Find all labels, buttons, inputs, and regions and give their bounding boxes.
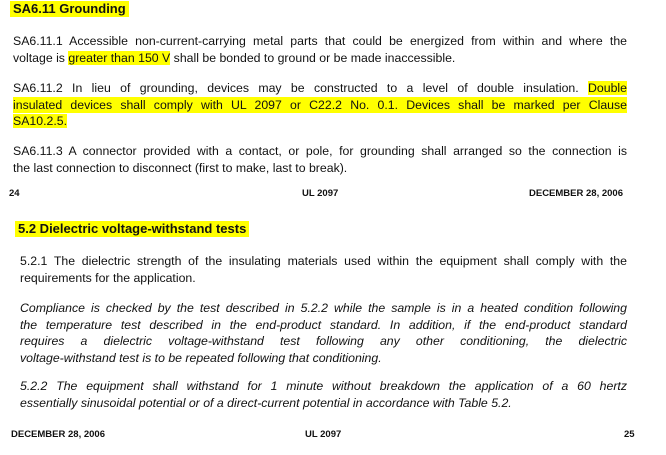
footer-standard: UL 2097 (305, 429, 342, 440)
paragraph-5-2-1 (20, 253, 627, 286)
paragraph-line (13, 113, 627, 130)
section-heading-dielectric: 5.2 Dielectric voltage-withstand tests (15, 221, 249, 237)
highlighted-text: SA10.2.5. (13, 114, 68, 128)
footer-date: DECEMBER 28, 2006 (529, 188, 623, 199)
highlighted-text: insulated devices shall comply with UL 2097 or C22.2 No. 0.1. Devices shall be marked per Clause (13, 97, 627, 112)
paragraph-line: essentially sinusoidal potential or of a direct-current potential in accordance with Table 5.2. (20, 395, 512, 410)
text-run: SA6.11.2 In lieu of grounding, devices may be constructed to a level of double insulation. (13, 81, 589, 95)
paragraph-line: requirements for the application. (20, 270, 196, 285)
paragraph-line (13, 50, 627, 67)
paragraph-line: Compliance is checked by the test described in 5.2.2 while the sample is in a heated condition following (20, 301, 627, 315)
paragraph-line: SA6.11.3 A connector provided with a contact, or pole, for grounding shall arranged so the connection is (13, 144, 627, 158)
footer-page-number: 24 (9, 188, 20, 199)
paragraph-line (13, 80, 627, 97)
paragraph-line: the temperature test described in the end-product standard. In addition, if the end-product standard (20, 317, 627, 332)
paragraph-line: SA6.11.1 Accessible non-current-carrying metal parts that could be energized from within and where the (13, 34, 627, 48)
footer-page-number: 25 (624, 429, 635, 440)
paragraph-sa6-11-1 (13, 33, 627, 66)
footer-date: DECEMBER 28, 2006 (11, 429, 105, 440)
paragraph-line: 5.2.1 The dielectric strength of the insulating materials used within the equipment shall comply with the (20, 254, 627, 268)
footer-standard: UL 2097 (302, 188, 339, 199)
paragraph-compliance (20, 300, 627, 366)
paragraph-sa6-11-3 (13, 143, 627, 176)
paragraph-sa6-11-2 (13, 80, 627, 130)
text-run: shall be bonded to ground or be made inaccessible. (170, 50, 456, 65)
paragraph-line: requires a dielectric voltage-withstand test following any other conditioning, the dielectric (20, 334, 627, 348)
paragraph-line: voltage-withstand test is to be repeated following that conditioning. (20, 350, 382, 365)
highlighted-text: Double (588, 81, 627, 95)
paragraph-5-2-2 (20, 378, 627, 411)
highlighted-text: greater than 150 V (68, 50, 171, 65)
section-heading-grounding: SA6.11 Grounding (10, 1, 129, 17)
paragraph-line: the last connection to disconnect (first to make, last to break). (13, 160, 348, 175)
paragraph-line: 5.2.2 The equipment shall withstand for 1 minute without breakdown the application of a 60 hertz (20, 379, 627, 393)
text-run: voltage is (13, 50, 69, 65)
